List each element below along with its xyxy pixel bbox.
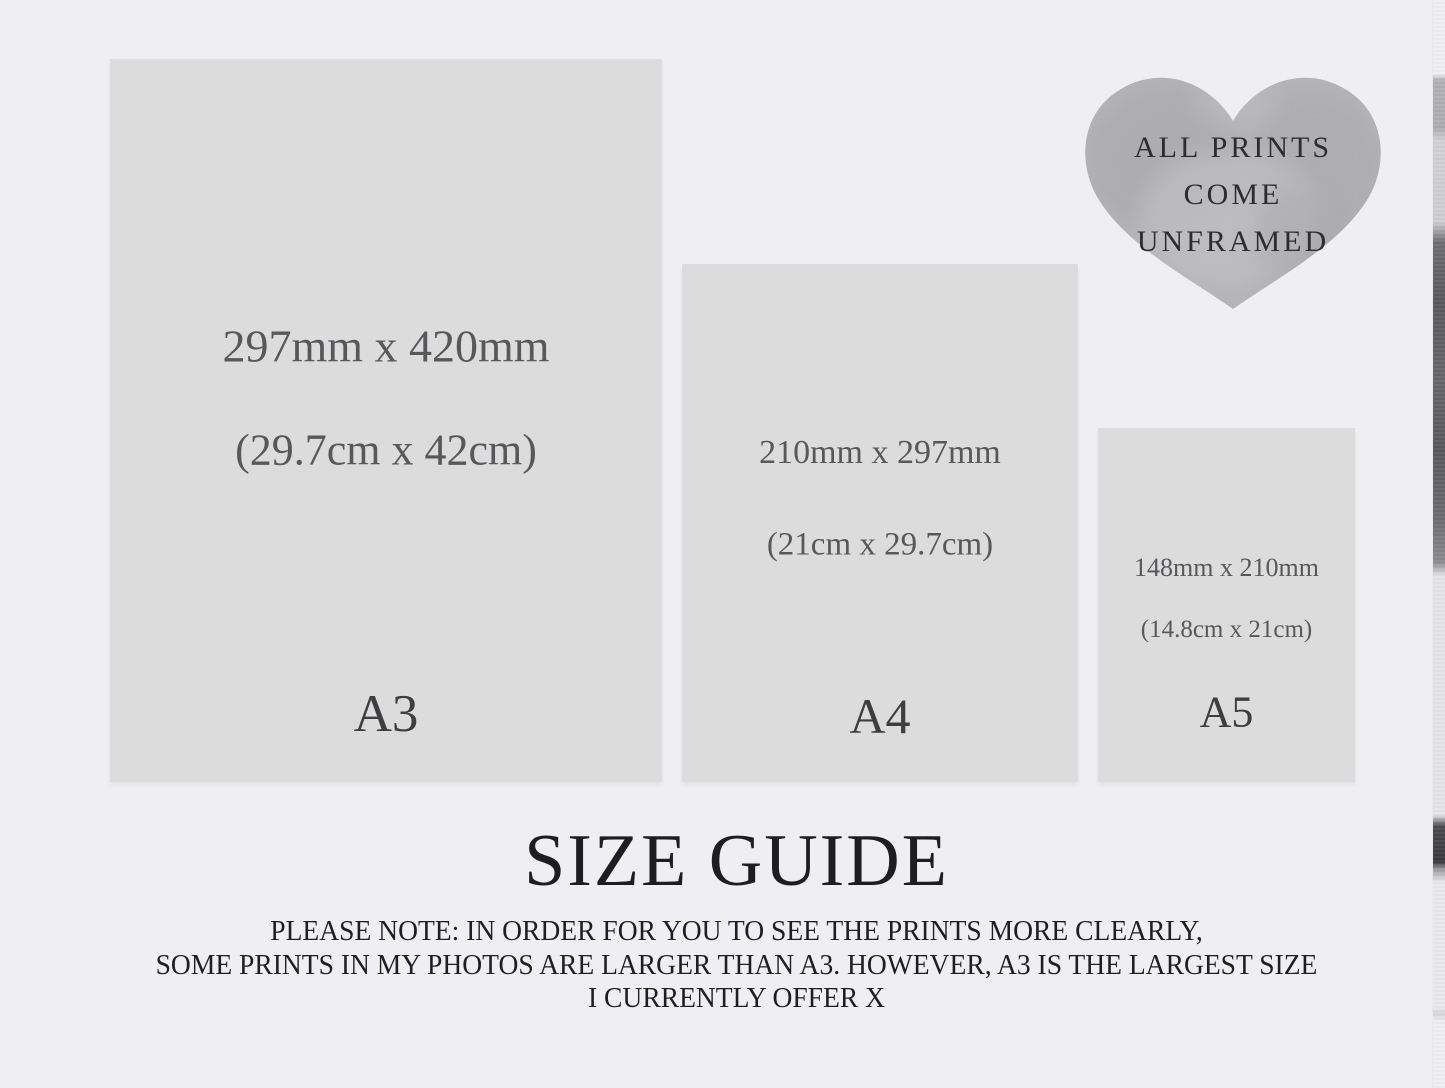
note-line-2: SOME PRINTS IN MY PHOTOS ARE LARGER THAN A3. HOWEVER, A3 IS THE LARGEST SIZE <box>155 948 1318 981</box>
note-line-1: PLEASE NOTE: IN ORDER FOR YOU TO SEE THE PRINTS MORE CLEARLY, <box>270 915 1203 947</box>
size-a4-label: A4 <box>849 688 911 744</box>
disclaimer-note <box>50 915 1423 1016</box>
size-a4-dimensions-mm: 210mm x 297mm <box>759 434 1001 471</box>
heart-caption <box>1073 124 1393 265</box>
note-line-3: I CURRENTLY OFFER X <box>587 982 885 1014</box>
unframed-heart-badge <box>1073 66 1393 318</box>
size-card-a3 <box>110 59 662 782</box>
size-a3-label: A3 <box>353 685 419 743</box>
size-a5-dimensions-mm: 148mm x 210mm <box>1134 553 1319 582</box>
heart-caption-line-3: UNFRAMED <box>1136 225 1330 258</box>
size-card-a4 <box>682 264 1078 782</box>
size-a4-dimensions-cm: (21cm x 29.7cm) <box>766 526 994 563</box>
size-a3-dimensions-mm: 297mm x 420mm <box>222 320 550 372</box>
size-a5-dimensions-cm: (14.8cm x 21cm) <box>1140 616 1313 643</box>
heart-caption-line-2: COME <box>1183 178 1283 211</box>
background-photo-edge <box>1432 0 1445 1088</box>
size-a3-dimensions-cm: (29.7cm x 42cm) <box>235 425 537 475</box>
size-a5-label: A5 <box>1199 687 1254 737</box>
page-title: SIZE GUIDE <box>524 820 949 902</box>
heart-caption-line-1: ALL PRINTS <box>1133 131 1333 164</box>
size-card-a5 <box>1098 428 1355 782</box>
